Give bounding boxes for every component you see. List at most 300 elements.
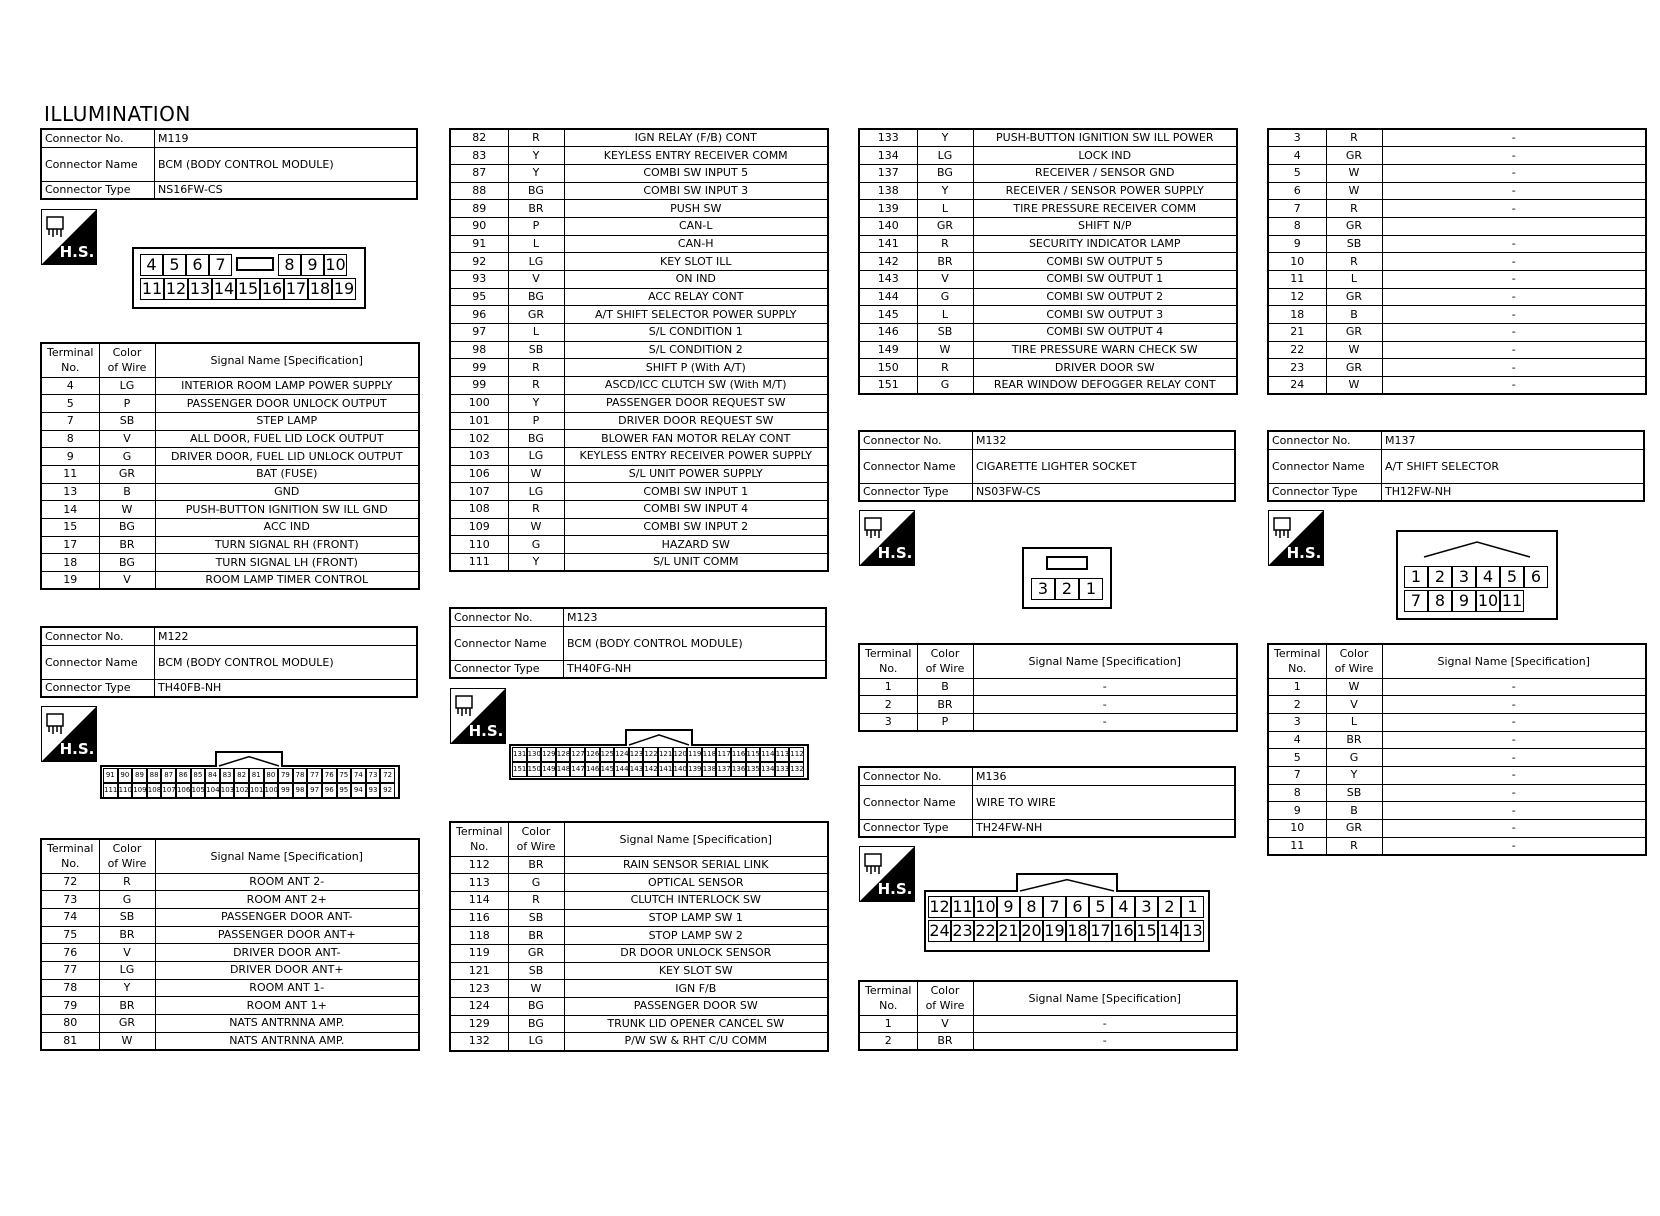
wire-color: GR — [1326, 147, 1382, 165]
terminal-no: 139 — [859, 200, 917, 218]
wire-color: SB — [1326, 784, 1382, 802]
table-row — [450, 891, 828, 909]
signal-name: - — [1382, 324, 1646, 342]
connector-pin: 124 — [614, 747, 629, 762]
table-row — [1268, 837, 1646, 855]
table-row — [1268, 324, 1646, 342]
terminal-no: 121 — [450, 962, 508, 980]
signal-name: - — [1382, 731, 1646, 749]
table-row — [1268, 200, 1646, 218]
connector-pin: 75 — [337, 768, 352, 783]
wire-color: L — [917, 306, 973, 324]
terminal-no: 1 — [859, 1015, 917, 1033]
wire-color: P — [508, 412, 564, 430]
signal-name: S/L CONDITION 2 — [564, 341, 828, 359]
wire-color: GR — [99, 465, 155, 483]
table-row — [859, 1015, 1237, 1033]
wire-color: R — [1326, 837, 1382, 855]
table-row — [450, 500, 828, 518]
table-row — [859, 164, 1237, 182]
connector-pin: 7 — [1404, 590, 1428, 612]
table-row — [41, 908, 419, 926]
wire-color: BR — [917, 1033, 973, 1051]
terminal-no: 113 — [450, 874, 508, 892]
wire-color: W — [508, 518, 564, 536]
info-label-no: Connector No. — [859, 767, 973, 785]
header-color: Color of Wire — [99, 839, 155, 873]
signal-name: KEYLESS ENTRY RECEIVER POWER SUPPLY — [564, 447, 828, 465]
info-value-name: BCM (BODY CONTROL MODULE) — [155, 147, 418, 181]
connector-pin: 132 — [789, 762, 804, 777]
signal-name: - — [973, 713, 1237, 731]
terminal-no: 124 — [450, 998, 508, 1016]
table-row — [859, 253, 1237, 271]
signal-name: HAZARD SW — [564, 536, 828, 554]
wire-color: Y — [508, 164, 564, 182]
terminal-no: 106 — [450, 465, 508, 483]
info-value-no: M136 — [973, 767, 1236, 785]
connector-pin: 6 — [1066, 896, 1089, 918]
info-label-type: Connector Type — [859, 483, 973, 501]
signal-name: - — [1382, 253, 1646, 271]
connector-pin: 109 — [132, 783, 147, 798]
connector-pin: 81 — [249, 768, 264, 783]
signal-name: ROOM ANT 2- — [155, 873, 419, 891]
table-row — [450, 1033, 828, 1051]
table-row — [859, 306, 1237, 324]
terminal-no: 2 — [859, 1033, 917, 1051]
connector-pin: 104 — [205, 783, 220, 798]
connector-pin: 15 — [237, 279, 259, 298]
svg-text:H.S.: H.S. — [877, 880, 913, 898]
wire-color: GR — [508, 944, 564, 962]
signal-name: CAN-L — [564, 217, 828, 235]
wire-color: SB — [99, 412, 155, 430]
terminal-no: 1 — [1268, 678, 1326, 696]
terminal-no: 145 — [859, 306, 917, 324]
connector-pin: 4 — [1112, 896, 1135, 918]
table-row — [450, 359, 828, 377]
wire-color: SB — [99, 908, 155, 926]
wire-color: BG — [508, 1015, 564, 1033]
info-label-type: Connector Type — [450, 660, 564, 678]
wire-color: SB — [508, 909, 564, 927]
table-row — [859, 217, 1237, 235]
header-color: Color of Wire — [508, 822, 564, 856]
info-value-name: WIRE TO WIRE — [973, 785, 1236, 819]
signal-name: OPTICAL SENSOR — [564, 874, 828, 892]
connector-pin: 87 — [161, 768, 176, 783]
signal-name: GND — [155, 483, 419, 501]
terminal-no: 74 — [41, 908, 99, 926]
terminal-no: 112 — [450, 856, 508, 874]
signal-name: TURN SIGNAL LH (FRONT) — [155, 554, 419, 572]
terminal-no: 23 — [1268, 359, 1326, 377]
table-row — [450, 962, 828, 980]
terminal-no: 18 — [41, 554, 99, 572]
terminal-no: 99 — [450, 359, 508, 377]
signal-name: ROOM LAMP TIMER CONTROL — [155, 572, 419, 590]
wire-color: BR — [99, 997, 155, 1015]
info-value-type: TH40FG-NH — [564, 660, 827, 678]
header-color: Color of Wire — [99, 343, 155, 377]
terminal-no: 10 — [1268, 253, 1326, 271]
signal-name: COMBI SW OUTPUT 4 — [973, 324, 1237, 342]
harness-side-icon — [1268, 510, 1324, 566]
table-row — [859, 288, 1237, 306]
signal-name: BAT (FUSE) — [155, 465, 419, 483]
terminal-no: 79 — [41, 997, 99, 1015]
signal-name: BLOWER FAN MOTOR RELAY CONT — [564, 430, 828, 448]
terminal-no: 91 — [450, 235, 508, 253]
harness-side-icon — [859, 846, 915, 902]
connector-pin: 18 — [1067, 921, 1088, 940]
pins-bottom-m119 — [140, 278, 356, 300]
wire-color: P — [917, 713, 973, 731]
terminal-no: 149 — [859, 341, 917, 359]
connector-pin: 11 — [1501, 591, 1523, 610]
wire-color: W — [99, 501, 155, 519]
pins-top-m122 — [103, 768, 395, 783]
table-row — [1268, 359, 1646, 377]
table-row — [450, 998, 828, 1016]
wire-color: L — [508, 324, 564, 342]
signal-name: - — [1382, 147, 1646, 165]
table-row — [450, 164, 828, 182]
connector-pin: 140 — [673, 762, 688, 777]
terminal-no: 134 — [859, 147, 917, 165]
table-row — [859, 341, 1237, 359]
signal-name: ROOM ANT 1+ — [155, 997, 419, 1015]
wire-color: BR — [99, 536, 155, 554]
info-value-name: BCM (BODY CONTROL MODULE) — [564, 626, 827, 660]
connector-pin: 148 — [556, 762, 571, 777]
terminal-no: 99 — [450, 377, 508, 395]
signal-name: SHIFT N/P — [973, 217, 1237, 235]
info-label-no: Connector No. — [450, 608, 564, 626]
table-row — [1268, 696, 1646, 714]
signal-name: COMBI SW INPUT 5 — [564, 164, 828, 182]
terminal-no: 22 — [1268, 341, 1326, 359]
connector-pin: 14 — [213, 279, 235, 298]
terminal-no: 102 — [450, 430, 508, 448]
connector-pin: 102 — [234, 783, 249, 798]
signal-name: PASSENGER DOOR REQUEST SW — [564, 394, 828, 412]
wire-color: BR — [917, 253, 973, 271]
connector-pin: 123 — [629, 747, 644, 762]
wire-color: BG — [917, 164, 973, 182]
table-row — [41, 554, 419, 572]
connector-pin: 145 — [600, 762, 615, 777]
wire-color: P — [508, 217, 564, 235]
table-row — [859, 377, 1237, 395]
table-row — [450, 518, 828, 536]
terminal-table-m123 — [449, 821, 829, 1052]
terminal-no: 137 — [859, 164, 917, 182]
signal-name: DRIVER DOOR, FUEL LID UNLOCK OUTPUT — [155, 448, 419, 466]
wire-color: BR — [508, 927, 564, 945]
connector-pin: 8 — [1428, 590, 1452, 612]
wire-color: GR — [508, 306, 564, 324]
wire-color: G — [1326, 749, 1382, 767]
wire-color: LG — [508, 447, 564, 465]
signal-name: - — [1382, 341, 1646, 359]
header-terminal: Terminal No. — [41, 343, 99, 377]
connector-pin: 147 — [570, 762, 585, 777]
connector-pin: 127 — [570, 747, 585, 762]
wire-color: W — [1326, 164, 1382, 182]
table-row — [859, 182, 1237, 200]
header-terminal: Terminal No. — [41, 839, 99, 873]
info-value-no: M132 — [973, 431, 1236, 449]
wire-color: BG — [99, 519, 155, 537]
connector-pin: 135 — [746, 762, 761, 777]
signal-name: ALL DOOR, FUEL LID LOCK OUTPUT — [155, 430, 419, 448]
terminal-no: 12 — [1268, 288, 1326, 306]
table-row — [41, 465, 419, 483]
signal-name: PASSENGER DOOR SW — [564, 998, 828, 1016]
table-row — [1268, 784, 1646, 802]
signal-name: RECEIVER / SENSOR POWER SUPPLY — [973, 182, 1237, 200]
wire-color: R — [508, 377, 564, 395]
signal-name: ROOM ANT 1- — [155, 979, 419, 997]
connector-latch-icon — [1420, 538, 1534, 558]
header-terminal: Terminal No. — [450, 822, 508, 856]
info-label-name: Connector Name — [41, 645, 155, 679]
wire-color: G — [508, 874, 564, 892]
connector-pin: 99 — [278, 783, 293, 798]
connector-pin: 1 — [1404, 566, 1428, 588]
terminal-no: 110 — [450, 536, 508, 554]
pins-top-m132 — [1031, 578, 1103, 600]
signal-name: CLUTCH INTERLOCK SW — [564, 891, 828, 909]
info-label-no: Connector No. — [859, 431, 973, 449]
signal-name: COMBI SW OUTPUT 3 — [973, 306, 1237, 324]
wire-color: BR — [1326, 731, 1382, 749]
table-row — [1268, 678, 1646, 696]
svg-text:H.S.: H.S. — [1286, 544, 1322, 562]
connector-pin: 103 — [220, 783, 235, 798]
table-row — [450, 394, 828, 412]
info-value-no: M137 — [1382, 431, 1645, 449]
signal-name: COMBI SW OUTPUT 5 — [973, 253, 1237, 271]
signal-name: DRIVER DOOR ANT- — [155, 944, 419, 962]
terminal-no: 11 — [1268, 271, 1326, 289]
signal-name: - — [1382, 749, 1646, 767]
wire-color: GR — [1326, 217, 1382, 235]
svg-text:H.S.: H.S. — [877, 544, 913, 562]
connector-pin: 20 — [1021, 921, 1042, 940]
terminal-no: 83 — [450, 147, 508, 165]
connector-pin: 108 — [147, 783, 162, 798]
connector-pin: 116 — [731, 747, 746, 762]
wire-color: B — [1326, 802, 1382, 820]
wire-color: L — [1326, 271, 1382, 289]
signal-name: ASCD/ICC CLUTCH SW (With M/T) — [564, 377, 828, 395]
terminal-no: 9 — [41, 448, 99, 466]
connector-pin: 138 — [702, 762, 717, 777]
wire-color: W — [1326, 377, 1382, 395]
wire-color: W — [508, 465, 564, 483]
wire-color: Y — [99, 979, 155, 997]
terminal-no: 123 — [450, 980, 508, 998]
terminal-no: 2 — [859, 696, 917, 714]
terminal-no: 8 — [1268, 784, 1326, 802]
terminal-no: 3 — [1268, 713, 1326, 731]
connector-pin: 137 — [716, 762, 731, 777]
wire-color: BR — [917, 696, 973, 714]
connector-pin: 134 — [760, 762, 775, 777]
connector-info-m136 — [858, 766, 1236, 838]
wire-color: BR — [508, 200, 564, 218]
terminal-no: 81 — [41, 1032, 99, 1050]
harness-side-icon — [450, 688, 506, 744]
connector-pin: 11 — [141, 279, 163, 298]
connector-pin: 105 — [191, 783, 206, 798]
wire-color: Y — [917, 129, 973, 147]
connector-pin: 79 — [278, 768, 293, 783]
terminal-table-m136_cont — [1267, 128, 1647, 395]
signal-name: - — [973, 696, 1237, 714]
connector-info-m137 — [1267, 430, 1645, 502]
terminal-no: 11 — [1268, 837, 1326, 855]
page-title: ILLUMINATION — [44, 102, 191, 126]
connector-pin: 122 — [643, 747, 658, 762]
table-row — [859, 359, 1237, 377]
terminal-no: 10 — [1268, 820, 1326, 838]
signal-name: DRIVER DOOR SW — [973, 359, 1237, 377]
table-row — [450, 430, 828, 448]
connector-pin: 93 — [366, 783, 381, 798]
wire-color: R — [508, 129, 564, 147]
table-row — [41, 430, 419, 448]
connector-pin: 22 — [975, 921, 996, 940]
signal-name: - — [1382, 802, 1646, 820]
connector-pin: 90 — [118, 768, 133, 783]
table-row — [450, 927, 828, 945]
wire-color: W — [508, 980, 564, 998]
wire-color: BR — [508, 856, 564, 874]
svg-text:H.S.: H.S. — [468, 722, 504, 740]
table-row — [450, 1015, 828, 1033]
pins-bottom-m137 — [1404, 590, 1524, 612]
table-row — [41, 1015, 419, 1033]
connector-pin: 143 — [629, 762, 644, 777]
connector-pin: 88 — [147, 768, 162, 783]
wire-color: R — [917, 235, 973, 253]
table-row — [41, 926, 419, 944]
connector-pin: 117 — [716, 747, 731, 762]
terminal-no: 19 — [41, 572, 99, 590]
wire-color: SB — [917, 324, 973, 342]
terminal-no: 14 — [41, 501, 99, 519]
info-value-no: M122 — [155, 627, 418, 645]
connector-pin: 115 — [746, 747, 761, 762]
info-label-type: Connector Type — [41, 181, 155, 199]
terminal-no: 4 — [41, 377, 99, 395]
table-row — [41, 961, 419, 979]
table-row — [1268, 182, 1646, 200]
connector-pin: 3 — [1452, 566, 1476, 588]
table-row — [450, 200, 828, 218]
connector-latch-icon — [625, 729, 693, 746]
terminal-no: 2 — [1268, 696, 1326, 714]
wire-color: GR — [99, 1015, 155, 1033]
connector-pin: 14 — [1159, 921, 1180, 940]
terminal-no: 97 — [450, 324, 508, 342]
info-label-type: Connector Type — [41, 679, 155, 697]
terminal-no: 77 — [41, 961, 99, 979]
table-row — [450, 874, 828, 892]
wire-color: Y — [508, 147, 564, 165]
terminal-no: 133 — [859, 129, 917, 147]
table-row — [41, 873, 419, 891]
terminal-no: 132 — [450, 1033, 508, 1051]
header-terminal: Terminal No. — [859, 644, 917, 678]
terminal-no: 141 — [859, 235, 917, 253]
pins-bottom-m123 — [512, 762, 804, 777]
connector-pin: 5 — [1089, 896, 1112, 918]
connector-pin: 13 — [1182, 921, 1203, 940]
signal-name: KEY SLOT SW — [564, 962, 828, 980]
connector-pin: 128 — [556, 747, 571, 762]
table-row — [1268, 820, 1646, 838]
info-value-type: TH12FW-NH — [1382, 483, 1645, 501]
signal-name: PUSH SW — [564, 200, 828, 218]
terminal-no: 150 — [859, 359, 917, 377]
table-row — [450, 235, 828, 253]
signal-name: TURN SIGNAL RH (FRONT) — [155, 536, 419, 554]
info-value-type: TH40FB-NH — [155, 679, 418, 697]
connector-pin: 11 — [952, 897, 973, 916]
signal-name: TRUNK LID OPENER CANCEL SW — [564, 1015, 828, 1033]
connector-latch-icon — [1016, 873, 1118, 892]
table-row — [41, 377, 419, 395]
signal-name: - — [1382, 713, 1646, 731]
signal-name: - — [1382, 696, 1646, 714]
table-row — [859, 129, 1237, 147]
table-row — [1268, 731, 1646, 749]
signal-name: - — [1382, 271, 1646, 289]
wire-color: V — [917, 1015, 973, 1033]
wire-color: G — [99, 448, 155, 466]
connector-pin: 107 — [161, 783, 176, 798]
terminal-no: 95 — [450, 288, 508, 306]
table-row — [1268, 288, 1646, 306]
signal-name: COMBI SW INPUT 1 — [564, 483, 828, 501]
svg-text:H.S.: H.S. — [59, 740, 95, 758]
connector-pin: 9 — [1452, 590, 1476, 612]
connector-pin: 118 — [702, 747, 717, 762]
info-value-name: CIGARETTE LIGHTER SOCKET — [973, 449, 1236, 483]
connector-pin: 12 — [165, 279, 187, 298]
connector-pin: 5 — [1500, 566, 1524, 588]
terminal-table-m132 — [858, 643, 1238, 732]
wire-color: BG — [508, 288, 564, 306]
wire-color: G — [917, 377, 973, 395]
connector-pin: 4 — [140, 254, 163, 276]
connector-pin: 23 — [952, 921, 973, 940]
table-row — [859, 696, 1237, 714]
terminal-no: 100 — [450, 394, 508, 412]
connector-pin: 121 — [658, 747, 673, 762]
connector-info-m122 — [40, 626, 418, 698]
wire-color: R — [508, 359, 564, 377]
terminal-no: 96 — [450, 306, 508, 324]
header-signal: Signal Name [Specification] — [973, 644, 1237, 678]
wire-color: Y — [508, 554, 564, 572]
signal-name: REAR WINDOW DEFOGGER RELAY CONT — [973, 377, 1237, 395]
